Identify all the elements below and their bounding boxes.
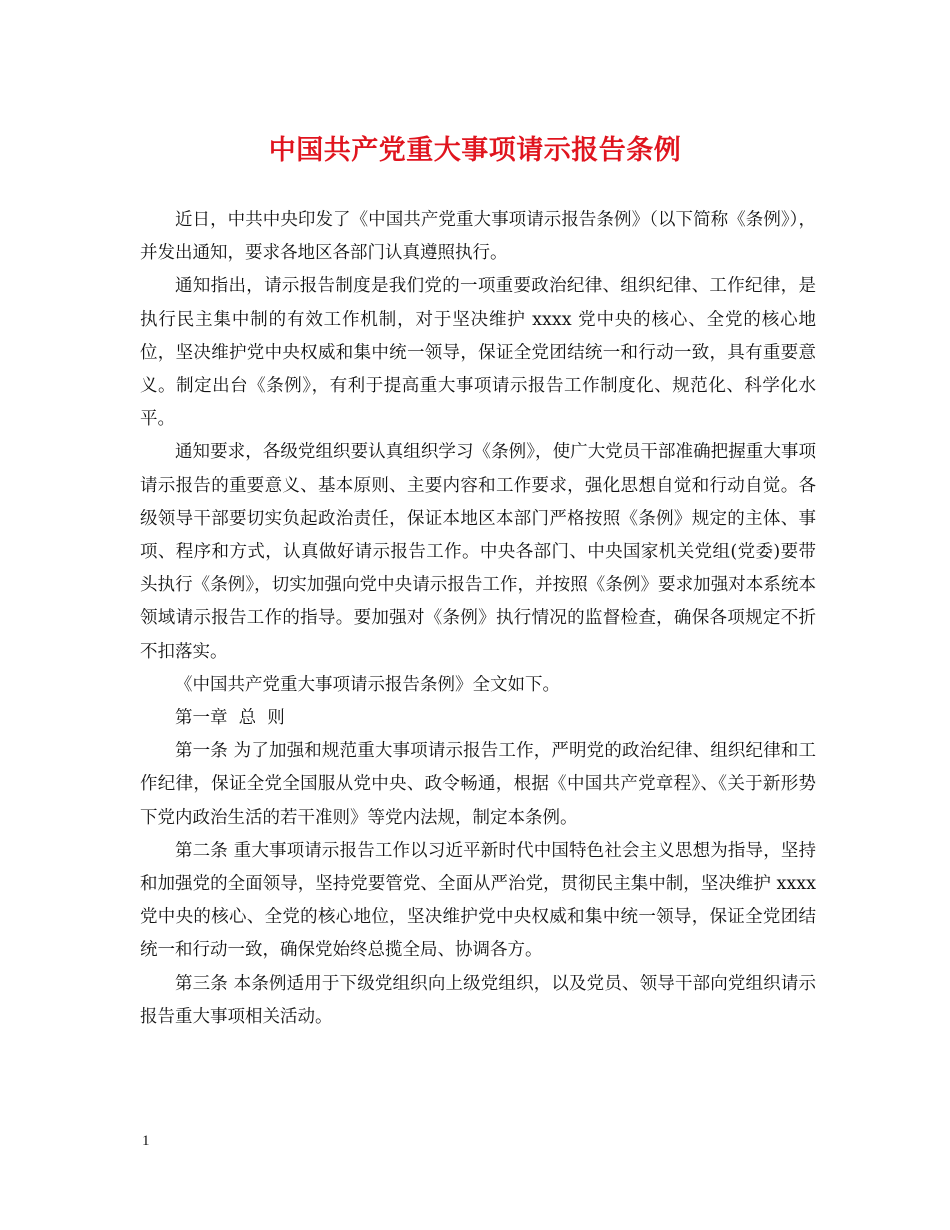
document-title: 中国共产党重大事项请示报告条例 [268, 135, 682, 166]
paragraph: 近日，中共中央印发了《中国共产党重大事项请示报告条例》（以下简称《条例》），并发出通知，要求各地区各部门认真遵照执行。 [140, 210, 816, 264]
article-3: 第三条 本条例适用于下级党组织向上级党组织，以及党员、领导干部向党组织请示报告重大事项相关活动。 [140, 973, 816, 1027]
paragraph: 通知要求，各级党组织要认真组织学习《条例》，使广大党员干部准确把握重大事项请示报告的重要意义、基本原则、主要内容和工作要求，强化思想自觉和行动自觉。各级领导干部要切实负起政治责任，保证本地区本部门严格按照《条例》规定的主体、事项、程序和方式，认真做好请示报告工作。中央各部门、中央国家机关党组(党委)要带头执行《条例》，切实加强向党中央请示报告工作，并按照《条例》要求加强对本系统本领域请示报告工作的指导。要加强对《条例》执行情况的监督检查，确保各项规定不折不扣落实。 [140, 442, 816, 662]
document-body [140, 204, 816, 1034]
article-1: 第一条 为了加强和规范重大事项请示报告工作，严明党的政治纪律、组织纪律和工作纪律，保证全党全国服从党中央、政令畅通，根据《中国共产党章程》、《关于新形势下党内政治生活的若干准则》等党内法规，制定本条例。 [140, 741, 816, 828]
chapter-heading: 第一章 总 则 [175, 708, 285, 729]
paragraph: 《中国共产党重大事项请示报告条例》全文如下。 [175, 674, 560, 695]
article-2: 第二条 重大事项请示报告工作以习近平新时代中国特色社会主义思想为指导，坚持和加强党的全面领导，坚持党要管党、全面从严治党，贯彻民主集中制，坚决维护 xxxx 党中央的核心、全党的核心地位，坚决维护党中央权威和集中统一领导，保证全党团结统一和行动一致，确保党始终总揽全局、协调各方。 [140, 840, 816, 961]
paragraph: 通知指出，请示报告制度是我们党的一项重要政治纪律、组织纪律、工作纪律，是执行民主集中制的有效工作机制，对于坚决维护 xxxx 党中央的核心、全党的核心地位，坚决维护党中央权威和集中统一领导，保证全党团结统一和行动一致，具有重要意义。制定出台《条例》，有利于提高重大事项请示报告工作制度化、规范化、科学化水平。 [140, 276, 816, 430]
page-number: 1 [142, 1133, 150, 1149]
